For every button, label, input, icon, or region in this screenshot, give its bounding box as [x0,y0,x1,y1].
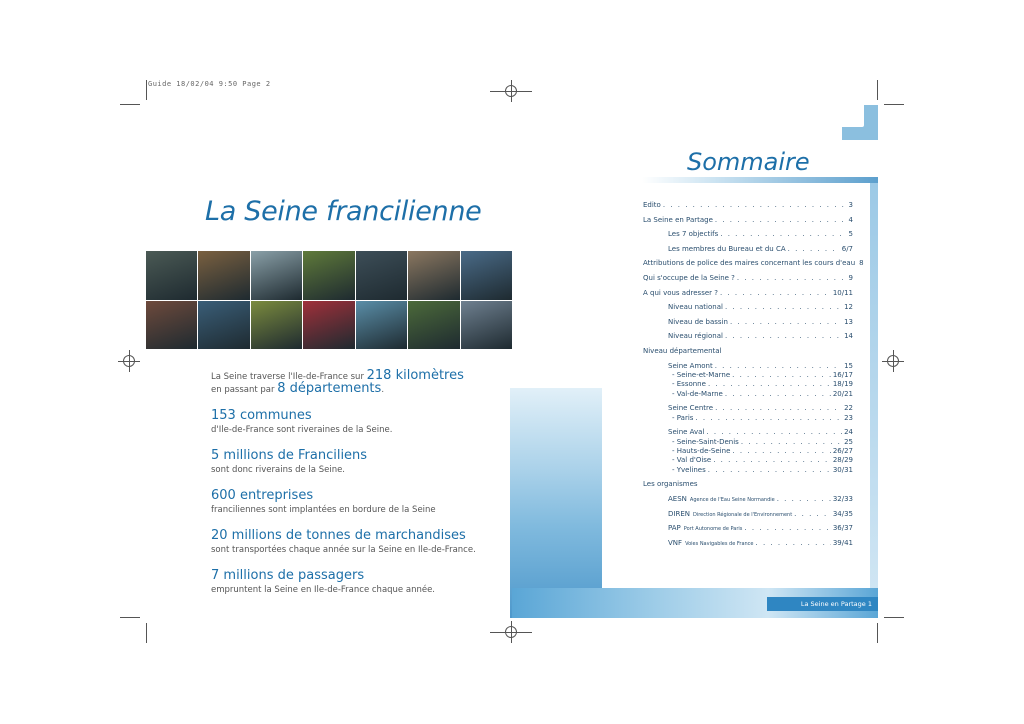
toc-page-number: 28/29 [832,456,853,465]
toc-entry[interactable] [643,404,853,413]
toc-entry[interactable] [643,259,864,274]
toc-leader [708,380,831,388]
photo-tile [303,301,354,350]
toc-label: AESN [668,495,687,504]
toc-page-number: 9 [848,273,853,282]
photo-tile [408,301,459,350]
photo-tile [303,251,354,300]
toc-label: Niveau de bassin [668,317,728,326]
toc-leader [756,539,831,547]
fact-detail: sont donc riverains de la Seine. [211,465,346,475]
toc-label: VNF [668,538,683,547]
photo-tile [198,251,249,300]
fact-highlight: 20 millions de tonnes de marchandises [211,528,466,543]
toc-sublabel: Port Autonome de Paris [683,526,743,533]
toc-leader [706,428,842,436]
toc-entry[interactable] [643,466,853,481]
crop-mark [146,623,147,643]
page-footer: La Seine en Partage 1 [767,597,878,611]
toc-entry[interactable] [643,274,853,289]
toc-leader [720,289,831,297]
toc-leader [788,245,840,253]
toc-title: Sommaire [687,148,810,176]
toc-leader [695,414,842,422]
toc-page-number: 26/27 [832,447,853,456]
toc-entry[interactable] [643,414,853,429]
toc-label: - Val-de-Marne [672,389,723,398]
fact-highlight: 8 départements [277,381,382,396]
toc-label: PAP [668,524,681,533]
toc-label: La Seine en Partage [643,215,713,224]
toc-page-number: 34/35 [832,509,853,518]
toc-leader [794,510,831,518]
toc-entry[interactable] [643,510,853,525]
photo-tile [146,251,197,300]
toc-label: - Paris [672,413,694,422]
registration-circle [123,355,135,367]
toc-leader [715,362,842,370]
toc-leader [715,404,842,412]
page-title: La Seine francilienne [205,196,482,227]
toc-label: Niveau départemental [643,346,722,355]
facts-list [211,370,511,603]
toc-page-number: 6/7 [841,244,853,253]
toc-label: - Seine-Saint-Denis [672,437,739,446]
registration-circle [887,355,899,367]
toc-leader [744,524,830,532]
toc-label: Les membres du Bureau et du CA [668,244,786,253]
photo-tile [198,301,249,350]
crop-mark [877,623,878,643]
toc-page-number: 22 [844,404,853,413]
print-slug: Guide 18/02/04 9:50 Page 2 [148,80,271,88]
toc-label: Edito [643,201,661,209]
fact-highlight: 153 communes [211,408,312,423]
fact-item [211,528,511,556]
photo-tile [356,301,407,350]
fact-item [211,568,511,596]
toc-page-number: 18/19 [832,380,853,389]
toc-entry[interactable] [643,539,853,554]
toc-page-number: 5 [848,230,853,239]
toc-leader [725,390,831,398]
corner-tab-cut [842,105,864,127]
table-of-contents [643,201,864,553]
fact-highlight: 600 entreprises [211,488,314,503]
toc-label: Qui s'occupe de la Seine ? [643,273,735,282]
toc-label: - Val d'Oise [672,456,712,465]
toc-leader [715,216,847,224]
fact-item [211,488,511,516]
toc-sublabel: Direction Régionale de l'Environnement [692,511,793,518]
toc-page-number: 15 [844,361,853,370]
toc-page-number: 20/21 [832,389,853,398]
toc-page-number: 12 [844,303,853,312]
toc-leader [725,303,842,311]
toc-entry[interactable] [643,438,853,447]
toc-label: Seine Centre [668,404,714,413]
side-bar [870,183,878,588]
toc-page-number: 14 [844,332,853,341]
toc-entry[interactable] [643,371,853,380]
toc-entry[interactable] [643,230,853,245]
photo-tile [408,251,459,300]
toc-entry[interactable] [643,216,853,231]
fact-intro: en passant par [211,385,278,395]
fact-highlight: 5 millions de Franciliens [211,448,368,463]
toc-leader [777,495,831,503]
toc-page-number: 23 [844,413,853,422]
fact-highlight: 7 millions de passagers [211,568,365,583]
fact-detail: franciliennes sont implantées en bordure de la Seine [211,505,436,515]
photo-tile [461,251,512,300]
toc-leader [720,230,846,238]
fact-highlight: 218 kilomètres [366,368,464,383]
fact-item [211,408,511,436]
toc-leader [732,447,830,455]
toc-page-number: 10/11 [832,288,853,297]
fact-detail: empruntent la Seine en Ile-de-France chaque année. [211,585,436,595]
toc-leader [713,456,831,464]
toc-entry[interactable] [643,347,853,362]
toc-page-number: 30/31 [832,465,853,474]
toc-entry[interactable] [643,480,853,495]
toc-label: DIREN [668,509,690,518]
toc-entry[interactable] [643,380,853,389]
toc-page-number: 4 [848,215,853,224]
toc-page-number: 36/37 [832,524,853,533]
toc-page-number: 32/33 [832,495,853,504]
toc-label: - Yvelines [672,465,706,474]
toc-entry[interactable] [643,303,853,318]
toc-entry[interactable] [643,318,853,333]
crop-mark [884,104,904,105]
toc-entry[interactable] [643,289,853,304]
title-underline [642,177,878,183]
photo-tile [356,251,407,300]
toc-label: Niveau national [668,303,723,312]
toc-leader [732,371,831,379]
toc-leader [730,318,842,326]
crop-mark [884,617,904,618]
toc-entry[interactable] [643,524,853,539]
fact-item [211,370,511,396]
toc-sublabel: Agence de l'Eau Seine Normandie [689,497,775,504]
toc-entry[interactable] [643,495,853,510]
toc-entry[interactable] [643,362,853,371]
toc-label: - Seine-et-Marne [672,370,731,379]
toc-entry[interactable] [643,428,853,437]
photo-tile [251,301,302,350]
photo-tile [251,251,302,300]
toc-entry[interactable] [643,447,853,456]
toc-page-number: 3 [848,201,853,209]
crop-mark [877,80,878,100]
fact-detail: sont transportées chaque année sur la Seine en Ile-de-France. [211,545,476,555]
toc-label: Les organismes [643,480,698,489]
crop-mark [120,104,140,105]
toc-page-number: 25 [844,437,853,446]
toc-entry[interactable] [643,390,853,405]
toc-page-number: 16/17 [832,370,853,379]
toc-entry[interactable] [643,245,853,260]
fact-end: . [381,385,385,395]
toc-sublabel: Voies Navigables de France [685,540,754,547]
toc-entry[interactable] [643,332,853,347]
toc-page-number: 24 [844,428,853,437]
toc-leader [741,438,842,446]
photo-tile [146,301,197,350]
fact-intro: La Seine traverse l'Ile-de-France sur [211,372,367,382]
crop-mark [120,617,140,618]
toc-leader [708,466,831,474]
registration-circle [505,626,517,638]
toc-label: Attributions de police des maires concernant les cours d'eau [643,259,856,268]
fact-detail: d'Ile-de-France sont riveraines de la Seine. [211,425,393,435]
crop-mark [146,80,147,100]
toc-label: Niveau régional [668,332,723,341]
toc-label: - Hauts-de-Seine [672,447,731,456]
toc-label: Seine Amont [668,361,713,370]
toc-label: Les 7 objectifs [668,230,719,239]
toc-entry[interactable] [643,456,853,465]
toc-label: Seine Aval [668,428,705,437]
fact-item [211,448,511,476]
toc-leader [737,274,847,282]
toc-page-number: 13 [844,317,853,326]
toc-page-number: 8 [859,259,864,268]
toc-leader [663,201,847,209]
registration-circle [505,85,517,97]
photo-tile [461,301,512,350]
toc-page-number: 39/41 [832,538,853,547]
toc-label: - Essonne [672,380,706,389]
toc-label: A qui vous adresser ? [643,288,718,297]
toc-leader [725,332,842,340]
photo-collage [146,251,512,349]
toc-entry[interactable] [643,201,853,216]
water-image [510,388,602,618]
